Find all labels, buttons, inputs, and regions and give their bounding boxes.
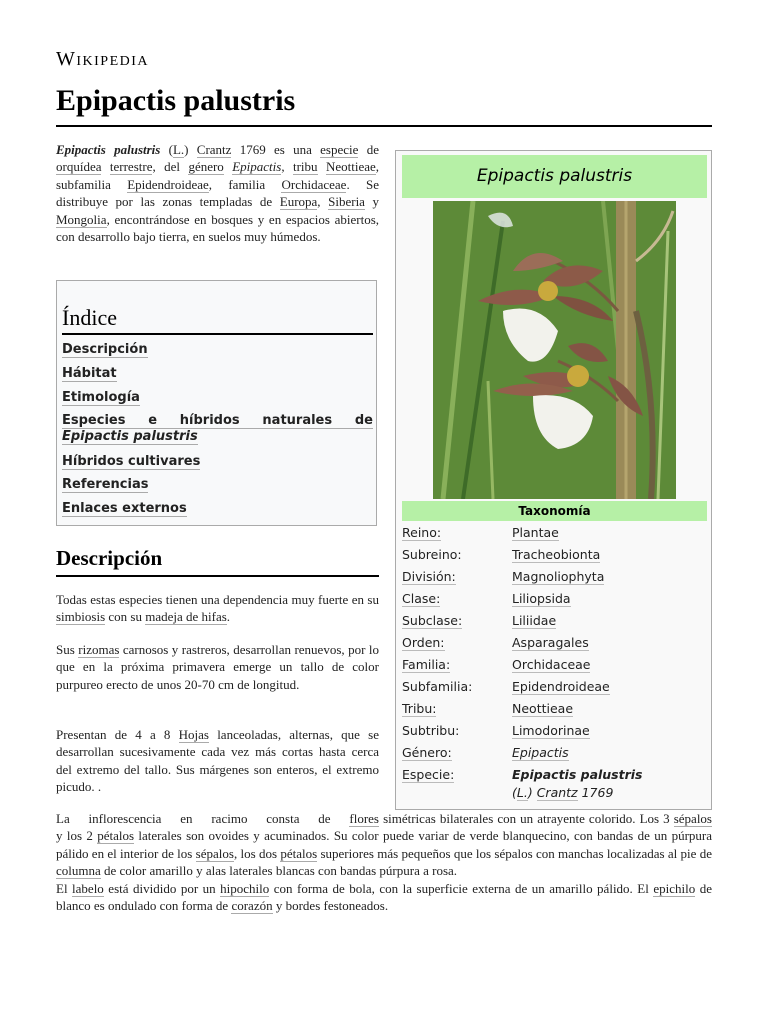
taxon-row xyxy=(402,701,707,721)
taxon-value: Tracheobionta xyxy=(512,547,601,562)
taxon-row xyxy=(402,723,707,743)
desc-paragraph-4: La inflorescencia en racimo consta de flores simétricas bilaterales con un atrayente colorido. Los 3 sépalos y los 2 pétalos laterales son ovoides y acuminados. Su color puede variar de verde blanquecino, con bandas de un púrpura pálido en el interior de los sépalos, los dos pétalos superiores más pequeños que los sépalos con manchas localizadas al pie de columna de color amarillo y alas laterales blancas con bandas púrpura a rosa. El labelo está dividido por un hipochilo con forma de bola, con la superficie externa de un amarillo pálido. El epichilo de blanco es ondulado con forma de corazón y bordes festoneados. xyxy=(56,811,712,914)
species-name: Epipactis palustris xyxy=(56,142,161,157)
taxon-rank: Subclase: xyxy=(402,613,463,628)
desc-paragraph-1: Todas estas especies tienen una dependencia muy fuerte en su simbiosis con su madeja de hifas. xyxy=(56,592,379,625)
author-link[interactable]: Crantz xyxy=(536,785,578,800)
toc-item-especies-hibridos-cont[interactable]: Epipactis palustris xyxy=(62,429,198,444)
taxon-rank: Clase: xyxy=(402,591,441,606)
toc-title: Índice xyxy=(62,305,117,330)
intro-paragraph: Epipactis palustris (L.) Crantz 1769 es una especie de orquídea terrestre, del género Epipactis, tribu Neottieae, subfamilia Epidendroideae, familia Orchidaceae. Se distribuye por las zonas templadas de Europa, Siberia y Mongolia, encontrándose en bosques y en espacios abiertos, con desarrollo bajo tierra, en suelos muy húmedos. xyxy=(56,142,380,245)
taxon-rank: Familia: xyxy=(402,657,451,672)
link-rizomas[interactable]: rizomas xyxy=(78,642,120,657)
link-terrestre[interactable]: terrestre xyxy=(109,159,153,175)
taxon-value: Limodorinae xyxy=(512,723,590,738)
taxobox-title: Epipactis palustris xyxy=(402,155,707,198)
taxon-row xyxy=(402,679,707,699)
wikipedia-wordmark[interactable]: Wikipedia xyxy=(56,48,150,70)
toc-item-hibridos-cultivares[interactable]: Híbridos cultivares xyxy=(62,454,201,469)
taxon-rank: División: xyxy=(402,569,456,584)
taxon-rank: Especie: xyxy=(402,767,455,782)
toc-divider xyxy=(62,333,373,335)
taxon-value: Neottieae xyxy=(512,701,574,716)
link-especie[interactable]: especie xyxy=(320,142,359,157)
desc-paragraph-3: Presentan de 4 a 8 Hojas lanceoladas, alternas, que se desarrollan sucesivamente cada vez más cortas hasta cerca del extremo del tallo. Sus márgenes son enteros, el extremo picudo. . xyxy=(56,727,379,795)
taxon-value: Plantae xyxy=(512,525,559,540)
taxon-row xyxy=(402,767,707,787)
link-genero[interactable]: género xyxy=(188,159,224,175)
taxon-rank: Subfamilia: xyxy=(402,679,473,694)
taxon-value: Liliidae xyxy=(512,613,557,628)
link-madeja-de-hifas[interactable]: madeja de hifas xyxy=(145,609,227,625)
taxon-row xyxy=(402,591,707,611)
link-simbiosis[interactable]: simbiosis xyxy=(56,609,106,625)
link-petalos-2[interactable]: pétalos xyxy=(280,845,318,861)
taxon-row xyxy=(402,547,707,567)
taxon-rank: Subtribu: xyxy=(402,723,460,738)
link-hojas[interactable]: Hojas xyxy=(178,727,209,742)
taxon-value: Epipactis xyxy=(512,745,569,760)
link-petalos[interactable]: pétalos xyxy=(97,828,135,844)
link-labelo[interactable]: labelo xyxy=(72,880,104,896)
taxon-rank: Orden: xyxy=(402,635,445,650)
taxon-value: Orchidaceae xyxy=(512,657,591,672)
link-sepalos[interactable]: sépalos xyxy=(673,811,712,826)
orchid-illustration xyxy=(433,201,676,499)
toc-item-enlaces-externos[interactable]: Enlaces externos xyxy=(62,501,187,516)
toc-item-referencias[interactable]: Referencias xyxy=(62,477,149,492)
taxon-row xyxy=(402,613,707,633)
author-link[interactable]: Crantz xyxy=(196,142,232,157)
orchid-photo[interactable] xyxy=(433,201,676,499)
taxon-value: Epidendroideae xyxy=(512,679,610,694)
toc-item-descripcion[interactable]: Descripción xyxy=(62,342,148,357)
link-europa[interactable]: Europa xyxy=(279,194,318,210)
author-link[interactable]: L. xyxy=(516,785,528,800)
link-epidendroideae[interactable]: Epidendroideae xyxy=(127,176,209,192)
taxon-author: (L.) Crantz 1769 xyxy=(512,785,614,800)
toc-item-habitat[interactable]: Hábitat xyxy=(62,366,117,381)
page-title: Epipactis palustris xyxy=(56,84,296,117)
taxonomy-header: Taxonomía xyxy=(402,501,707,521)
taxon-row xyxy=(402,657,707,677)
title-divider xyxy=(56,125,712,127)
link-columna[interactable]: columna xyxy=(56,863,101,879)
taxon-value: Epipactis palustris xyxy=(512,767,643,782)
taxon-row xyxy=(402,569,707,589)
toc-item-etimologia[interactable]: Etimología xyxy=(62,390,140,405)
link-neottieae[interactable]: Neottieae xyxy=(325,159,376,175)
link-flores[interactable]: flores xyxy=(349,811,379,826)
link-epichilo[interactable]: epichilo xyxy=(653,880,696,896)
table-of-contents xyxy=(56,280,377,526)
taxon-value: Asparagales xyxy=(512,635,589,650)
link-mongolia[interactable]: Mongolia xyxy=(56,211,107,227)
taxon-row xyxy=(402,635,707,655)
desc-paragraph-2: Sus rizomas carnosos y rastreros, desarrollan renuevos, por lo que en la próxima primavera emerge un tallo de color purpureo erecto de unos 20-70 cm de longitud. xyxy=(56,642,379,692)
link-epipactis[interactable]: Epipactis xyxy=(232,159,282,175)
link-hipochilo[interactable]: hipochilo xyxy=(220,880,270,896)
taxobox xyxy=(395,150,712,810)
link-orchidaceae[interactable]: Orchidaceae xyxy=(281,176,347,192)
taxon-row xyxy=(402,745,707,765)
author-link[interactable]: L. xyxy=(172,142,185,157)
toc-item-especies-hibridos[interactable]: Especies e híbridos naturales de xyxy=(62,413,373,428)
taxon-value: Magnoliophyta xyxy=(512,569,605,584)
link-corazon[interactable]: corazón xyxy=(231,898,273,914)
link-sepalos-2[interactable]: sépalos xyxy=(195,845,234,861)
taxon-rank: Reino: xyxy=(402,525,442,540)
link-orquidea[interactable]: orquídea xyxy=(56,159,102,175)
link-siberia[interactable]: Siberia xyxy=(328,194,365,210)
section-divider xyxy=(56,575,379,577)
taxon-row xyxy=(402,525,707,545)
section-heading-descripcion: Descripción xyxy=(56,546,163,570)
taxon-rank: Género: xyxy=(402,745,452,760)
taxon-rank: Tribu: xyxy=(402,701,437,716)
link-tribu[interactable]: tribu xyxy=(292,159,318,175)
taxon-rank: Subreino: xyxy=(402,547,462,562)
taxon-value: Liliopsida xyxy=(512,591,571,606)
